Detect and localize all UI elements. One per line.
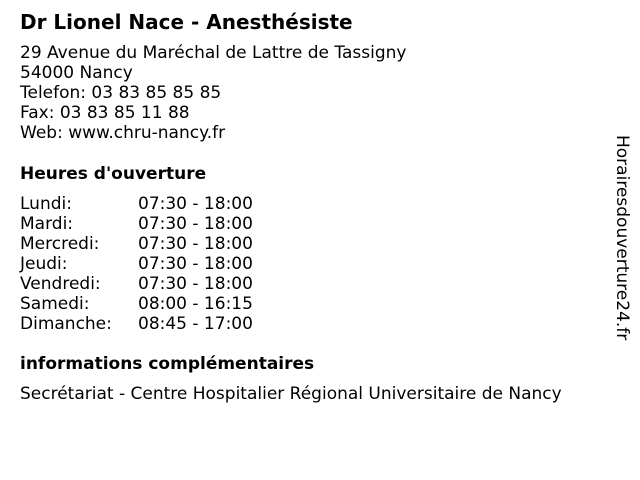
site-watermark: Horairesdouverture24.fr <box>612 135 632 341</box>
day-label: Jeudi: <box>20 254 68 274</box>
time-range: 07:30 - 18:00 <box>138 194 253 214</box>
time-range: 07:30 - 18:00 <box>138 214 253 234</box>
day-label: Mercredi: <box>20 234 100 254</box>
time-range: 07:30 - 18:00 <box>138 234 253 254</box>
time-range: 07:30 - 18:00 <box>138 274 253 294</box>
day-label: Lundi: <box>20 194 72 214</box>
additional-info-text: Secrétariat - Centre Hospitalier Régional Universitaire de Nancy <box>20 384 562 404</box>
time-range: 08:45 - 17:00 <box>138 314 253 334</box>
phone-number: Telefon: 03 83 85 85 85 <box>20 83 222 103</box>
hours-row-tuesday <box>20 214 280 234</box>
time-range: 07:30 - 18:00 <box>138 254 253 274</box>
hours-row-monday <box>20 194 280 214</box>
city: 54000 Nancy <box>20 63 133 83</box>
day-label: Mardi: <box>20 214 74 234</box>
hours-row-thursday <box>20 254 280 274</box>
day-label: Vendredi: <box>20 274 101 294</box>
opening-hours-heading: Heures d'ouverture <box>20 164 207 184</box>
opening-hours-table <box>20 194 280 334</box>
address-block <box>20 43 406 143</box>
time-range: 08:00 - 16:15 <box>138 294 253 314</box>
website: Web: www.chru-nancy.fr <box>20 123 226 143</box>
page-title: Dr Lionel Nace - Anesthésiste <box>20 10 353 34</box>
hours-row-friday <box>20 274 280 294</box>
street-address: 29 Avenue du Maréchal de Lattre de Tassigny <box>20 43 407 63</box>
day-label: Samedi: <box>20 294 90 314</box>
fax-number: Fax: 03 83 85 11 88 <box>20 103 190 123</box>
hours-row-wednesday <box>20 234 280 254</box>
hours-row-saturday <box>20 294 280 314</box>
day-label: Dimanche: <box>20 314 112 334</box>
additional-info-heading: informations complémentaires <box>20 354 315 374</box>
hours-row-sunday <box>20 314 280 334</box>
